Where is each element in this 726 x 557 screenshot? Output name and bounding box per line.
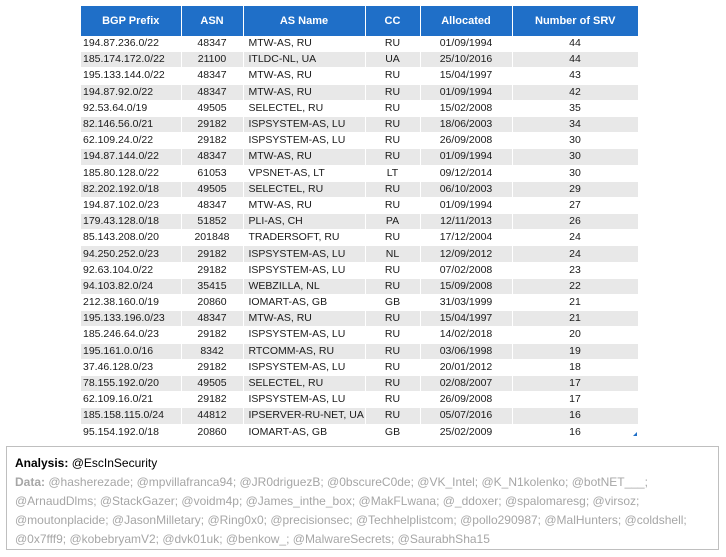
cell-cc: RU [365, 116, 420, 132]
cell-bgp-prefix: 94.250.252.0/23 [81, 246, 181, 262]
table-resize-handle [633, 432, 637, 436]
cell-as-name: IOMART-AS, GB [243, 424, 365, 440]
cell-as-name: ITLDC-NL, UA [243, 52, 365, 68]
table-row [81, 165, 638, 181]
table-body [81, 36, 638, 440]
cell-bgp-prefix: 82.146.56.0/21 [81, 116, 181, 132]
cell-asn: 29182 [181, 116, 243, 132]
cell-asn: 35415 [181, 278, 243, 294]
cell-number-of-srv: 43 [512, 68, 638, 84]
cell-asn: 29182 [181, 392, 243, 408]
cell-bgp-prefix: 62.109.24.0/22 [81, 133, 181, 149]
cell-number-of-srv: 23 [512, 262, 638, 278]
cell-bgp-prefix: 194.87.236.0/22 [81, 36, 181, 52]
table-row [81, 327, 638, 343]
table-row [81, 392, 638, 408]
table-row [81, 84, 638, 100]
cell-cc: RU [365, 197, 420, 213]
cell-bgp-prefix: 94.103.82.0/24 [81, 278, 181, 294]
table-row [81, 262, 638, 278]
cell-as-name: ISPSYSTEM-AS, LU [243, 327, 365, 343]
cell-as-name: ISPSYSTEM-AS, LU [243, 359, 365, 375]
cell-number-of-srv: 24 [512, 246, 638, 262]
cell-as-name: ISPSYSTEM-AS, LU [243, 392, 365, 408]
cell-asn: 20860 [181, 424, 243, 440]
cell-cc: RU [365, 359, 420, 375]
cell-allocated: 12/09/2012 [420, 246, 512, 262]
cell-allocated: 31/03/1999 [420, 295, 512, 311]
table-row [81, 230, 638, 246]
table-row [81, 116, 638, 132]
table-row [81, 197, 638, 213]
header-row [81, 6, 638, 36]
cell-allocated: 25/10/2016 [420, 52, 512, 68]
cell-asn: 29182 [181, 133, 243, 149]
table-row [81, 375, 638, 391]
cell-as-name: VPSNET-AS, LT [243, 165, 365, 181]
header-number-of-srv: Number of SRV [512, 6, 638, 36]
cell-cc: RU [365, 408, 420, 424]
cell-bgp-prefix: 195.133.196.0/23 [81, 311, 181, 327]
cell-cc: RU [365, 262, 420, 278]
cell-asn: 44812 [181, 408, 243, 424]
table-row [81, 100, 638, 116]
cell-as-name: ISPSYSTEM-AS, LU [243, 116, 365, 132]
table-row [81, 278, 638, 294]
cell-bgp-prefix: 179.43.128.0/18 [81, 214, 181, 230]
cell-bgp-prefix: 185.174.172.0/22 [81, 52, 181, 68]
cell-as-name: ISPSYSTEM-AS, LU [243, 246, 365, 262]
cell-allocated: 15/09/2008 [420, 278, 512, 294]
cell-asn: 29182 [181, 246, 243, 262]
cell-asn: 51852 [181, 214, 243, 230]
cell-cc: RU [365, 311, 420, 327]
cell-as-name: IPSERVER-RU-NET, UA [243, 408, 365, 424]
cell-asn: 49505 [181, 375, 243, 391]
cell-number-of-srv: 21 [512, 295, 638, 311]
cell-number-of-srv: 17 [512, 375, 638, 391]
cell-bgp-prefix: 92.53.64.0/19 [81, 100, 181, 116]
cell-allocated: 20/01/2012 [420, 359, 512, 375]
cell-number-of-srv: 18 [512, 359, 638, 375]
header-cc: CC [365, 6, 420, 36]
header-bgp-prefix: BGP Prefix [81, 6, 181, 36]
cell-number-of-srv: 35 [512, 100, 638, 116]
table-row [81, 295, 638, 311]
cell-cc: RU [365, 392, 420, 408]
table-row [81, 68, 638, 84]
cell-number-of-srv: 16 [512, 424, 638, 440]
cell-asn: 8342 [181, 343, 243, 359]
cell-as-name: ISPSYSTEM-AS, LU [243, 133, 365, 149]
cell-bgp-prefix: 195.161.0.0/16 [81, 343, 181, 359]
cell-as-name: MTW-AS, RU [243, 84, 365, 100]
table-row [81, 343, 638, 359]
cell-allocated: 03/06/1998 [420, 343, 512, 359]
cell-allocated: 14/02/2018 [420, 327, 512, 343]
bgp-prefix-table [81, 6, 639, 441]
cell-allocated: 06/10/2003 [420, 181, 512, 197]
cell-as-name: MTW-AS, RU [243, 311, 365, 327]
cell-as-name: MTW-AS, RU [243, 68, 365, 84]
cell-asn: 48347 [181, 197, 243, 213]
table-row [81, 359, 638, 375]
cell-cc: RU [365, 343, 420, 359]
cell-as-name: ISPSYSTEM-AS, LU [243, 262, 365, 278]
cell-as-name: MTW-AS, RU [243, 36, 365, 52]
cell-cc: RU [365, 278, 420, 294]
cell-asn: 201848 [181, 230, 243, 246]
cell-bgp-prefix: 195.133.144.0/22 [81, 68, 181, 84]
cell-number-of-srv: 42 [512, 84, 638, 100]
data-credits-label: Data: [15, 475, 46, 489]
cell-allocated: 15/04/1997 [420, 311, 512, 327]
cell-bgp-prefix: 37.46.128.0/23 [81, 359, 181, 375]
cell-cc: RU [365, 327, 420, 343]
cell-cc: NL [365, 246, 420, 262]
cell-number-of-srv: 20 [512, 327, 638, 343]
data-credits-text: @hasherezade; @mpvillafranca94; @JR0driguezB; @0bscureC0de; @VK_Intel; @K_N1kolenko; @botNET___; @ArnaudDlms; @StackGazer; @voidm4p; @James_inthe_box; @MakFLwana; @_ddoxer; @spalomaresg; @virsoz; @moutonplacide; @JasonMilletary; @Ring0x0; @precisionsec; @Techhelplistcom; @pollo290987; @MalHunters; @coldshell; @0x7fff9; @kobebryamV2; @dvk01uk; @benkow_; @MalwareSecrets; @SaurabhSha15 [15, 475, 687, 546]
table-row [81, 52, 638, 68]
table-row [81, 214, 638, 230]
cell-asn: 29182 [181, 262, 243, 278]
cell-as-name: PLI-AS, CH [243, 214, 365, 230]
cell-cc: GB [365, 424, 420, 440]
cell-allocated: 01/09/1994 [420, 149, 512, 165]
cell-number-of-srv: 30 [512, 149, 638, 165]
cell-bgp-prefix: 194.87.144.0/22 [81, 149, 181, 165]
header-allocated: Allocated [420, 6, 512, 36]
cell-number-of-srv: 34 [512, 116, 638, 132]
cell-bgp-prefix: 82.202.192.0/18 [81, 181, 181, 197]
table-row [81, 36, 638, 52]
cell-number-of-srv: 27 [512, 197, 638, 213]
table-row [81, 133, 638, 149]
cell-cc: PA [365, 214, 420, 230]
cell-cc: RU [365, 100, 420, 116]
cell-asn: 20860 [181, 295, 243, 311]
cell-cc: UA [365, 52, 420, 68]
cell-allocated: 01/09/1994 [420, 36, 512, 52]
cell-cc: RU [365, 68, 420, 84]
table-row [81, 408, 638, 424]
cell-allocated: 25/02/2009 [420, 424, 512, 440]
cell-asn: 61053 [181, 165, 243, 181]
cell-bgp-prefix: 185.246.64.0/23 [81, 327, 181, 343]
cell-asn: 49505 [181, 181, 243, 197]
cell-number-of-srv: 16 [512, 408, 638, 424]
cell-asn: 48347 [181, 84, 243, 100]
cell-as-name: MTW-AS, RU [243, 197, 365, 213]
cell-cc: RU [365, 181, 420, 197]
cell-as-name: SELECTEL, RU [243, 100, 365, 116]
cell-allocated: 18/06/2003 [420, 116, 512, 132]
table-row [81, 311, 638, 327]
cell-allocated: 07/02/2008 [420, 262, 512, 278]
table-row [81, 424, 638, 440]
cell-bgp-prefix: 62.109.16.0/21 [81, 392, 181, 408]
cell-allocated: 15/02/2008 [420, 100, 512, 116]
table-row [81, 246, 638, 262]
cell-cc: RU [365, 375, 420, 391]
cell-allocated: 01/09/1994 [420, 197, 512, 213]
cell-number-of-srv: 24 [512, 230, 638, 246]
cell-bgp-prefix: 78.155.192.0/20 [81, 375, 181, 391]
cell-cc: RU [365, 149, 420, 165]
cell-asn: 29182 [181, 327, 243, 343]
cell-number-of-srv: 44 [512, 36, 638, 52]
cell-number-of-srv: 26 [512, 214, 638, 230]
cell-bgp-prefix: 185.80.128.0/22 [81, 165, 181, 181]
cell-allocated: 12/11/2013 [420, 214, 512, 230]
cell-bgp-prefix: 95.154.192.0/18 [81, 424, 181, 440]
cell-bgp-prefix: 212.38.160.0/19 [81, 295, 181, 311]
cell-number-of-srv: 19 [512, 343, 638, 359]
cell-as-name: WEBZILLA, NL [243, 278, 365, 294]
cell-asn: 48347 [181, 311, 243, 327]
cell-as-name: RTCOMM-AS, RU [243, 343, 365, 359]
cell-as-name: MTW-AS, RU [243, 149, 365, 165]
cell-bgp-prefix: 85.143.208.0/20 [81, 230, 181, 246]
cell-cc: RU [365, 84, 420, 100]
cell-cc: LT [365, 165, 420, 181]
header-as-name: AS Name [243, 6, 365, 36]
cell-cc: RU [365, 230, 420, 246]
cell-number-of-srv: 21 [512, 311, 638, 327]
cell-cc: GB [365, 295, 420, 311]
analysis-box [6, 446, 719, 550]
cell-as-name: TRADERSOFT, RU [243, 230, 365, 246]
cell-bgp-prefix: 194.87.92.0/22 [81, 84, 181, 100]
cell-number-of-srv: 30 [512, 165, 638, 181]
analysis-label: Analysis: [15, 456, 69, 470]
cell-allocated: 17/12/2004 [420, 230, 512, 246]
cell-as-name: IOMART-AS, GB [243, 295, 365, 311]
cell-number-of-srv: 17 [512, 392, 638, 408]
cell-asn: 48347 [181, 68, 243, 84]
cell-asn: 49505 [181, 100, 243, 116]
header-asn: ASN [181, 6, 243, 36]
table-row [81, 149, 638, 165]
cell-asn: 48347 [181, 149, 243, 165]
cell-allocated: 02/08/2007 [420, 375, 512, 391]
cell-number-of-srv: 22 [512, 278, 638, 294]
cell-bgp-prefix: 92.63.104.0/22 [81, 262, 181, 278]
cell-asn: 48347 [181, 36, 243, 52]
table-row [81, 181, 638, 197]
cell-number-of-srv: 29 [512, 181, 638, 197]
cell-allocated: 26/09/2008 [420, 392, 512, 408]
cell-as-name: SELECTEL, RU [243, 375, 365, 391]
cell-allocated: 09/12/2014 [420, 165, 512, 181]
table-header [81, 6, 638, 36]
cell-allocated: 15/04/1997 [420, 68, 512, 84]
cell-number-of-srv: 30 [512, 133, 638, 149]
cell-cc: RU [365, 36, 420, 52]
analysis-author: @EscInSecurity [71, 456, 158, 470]
cell-bgp-prefix: 185.158.115.0/24 [81, 408, 181, 424]
cell-allocated: 26/09/2008 [420, 133, 512, 149]
cell-bgp-prefix: 194.87.102.0/23 [81, 197, 181, 213]
cell-allocated: 05/07/2016 [420, 408, 512, 424]
cell-cc: RU [365, 133, 420, 149]
cell-allocated: 01/09/1994 [420, 84, 512, 100]
cell-asn: 29182 [181, 359, 243, 375]
cell-number-of-srv: 44 [512, 52, 638, 68]
cell-as-name: SELECTEL, RU [243, 181, 365, 197]
cell-asn: 21100 [181, 52, 243, 68]
